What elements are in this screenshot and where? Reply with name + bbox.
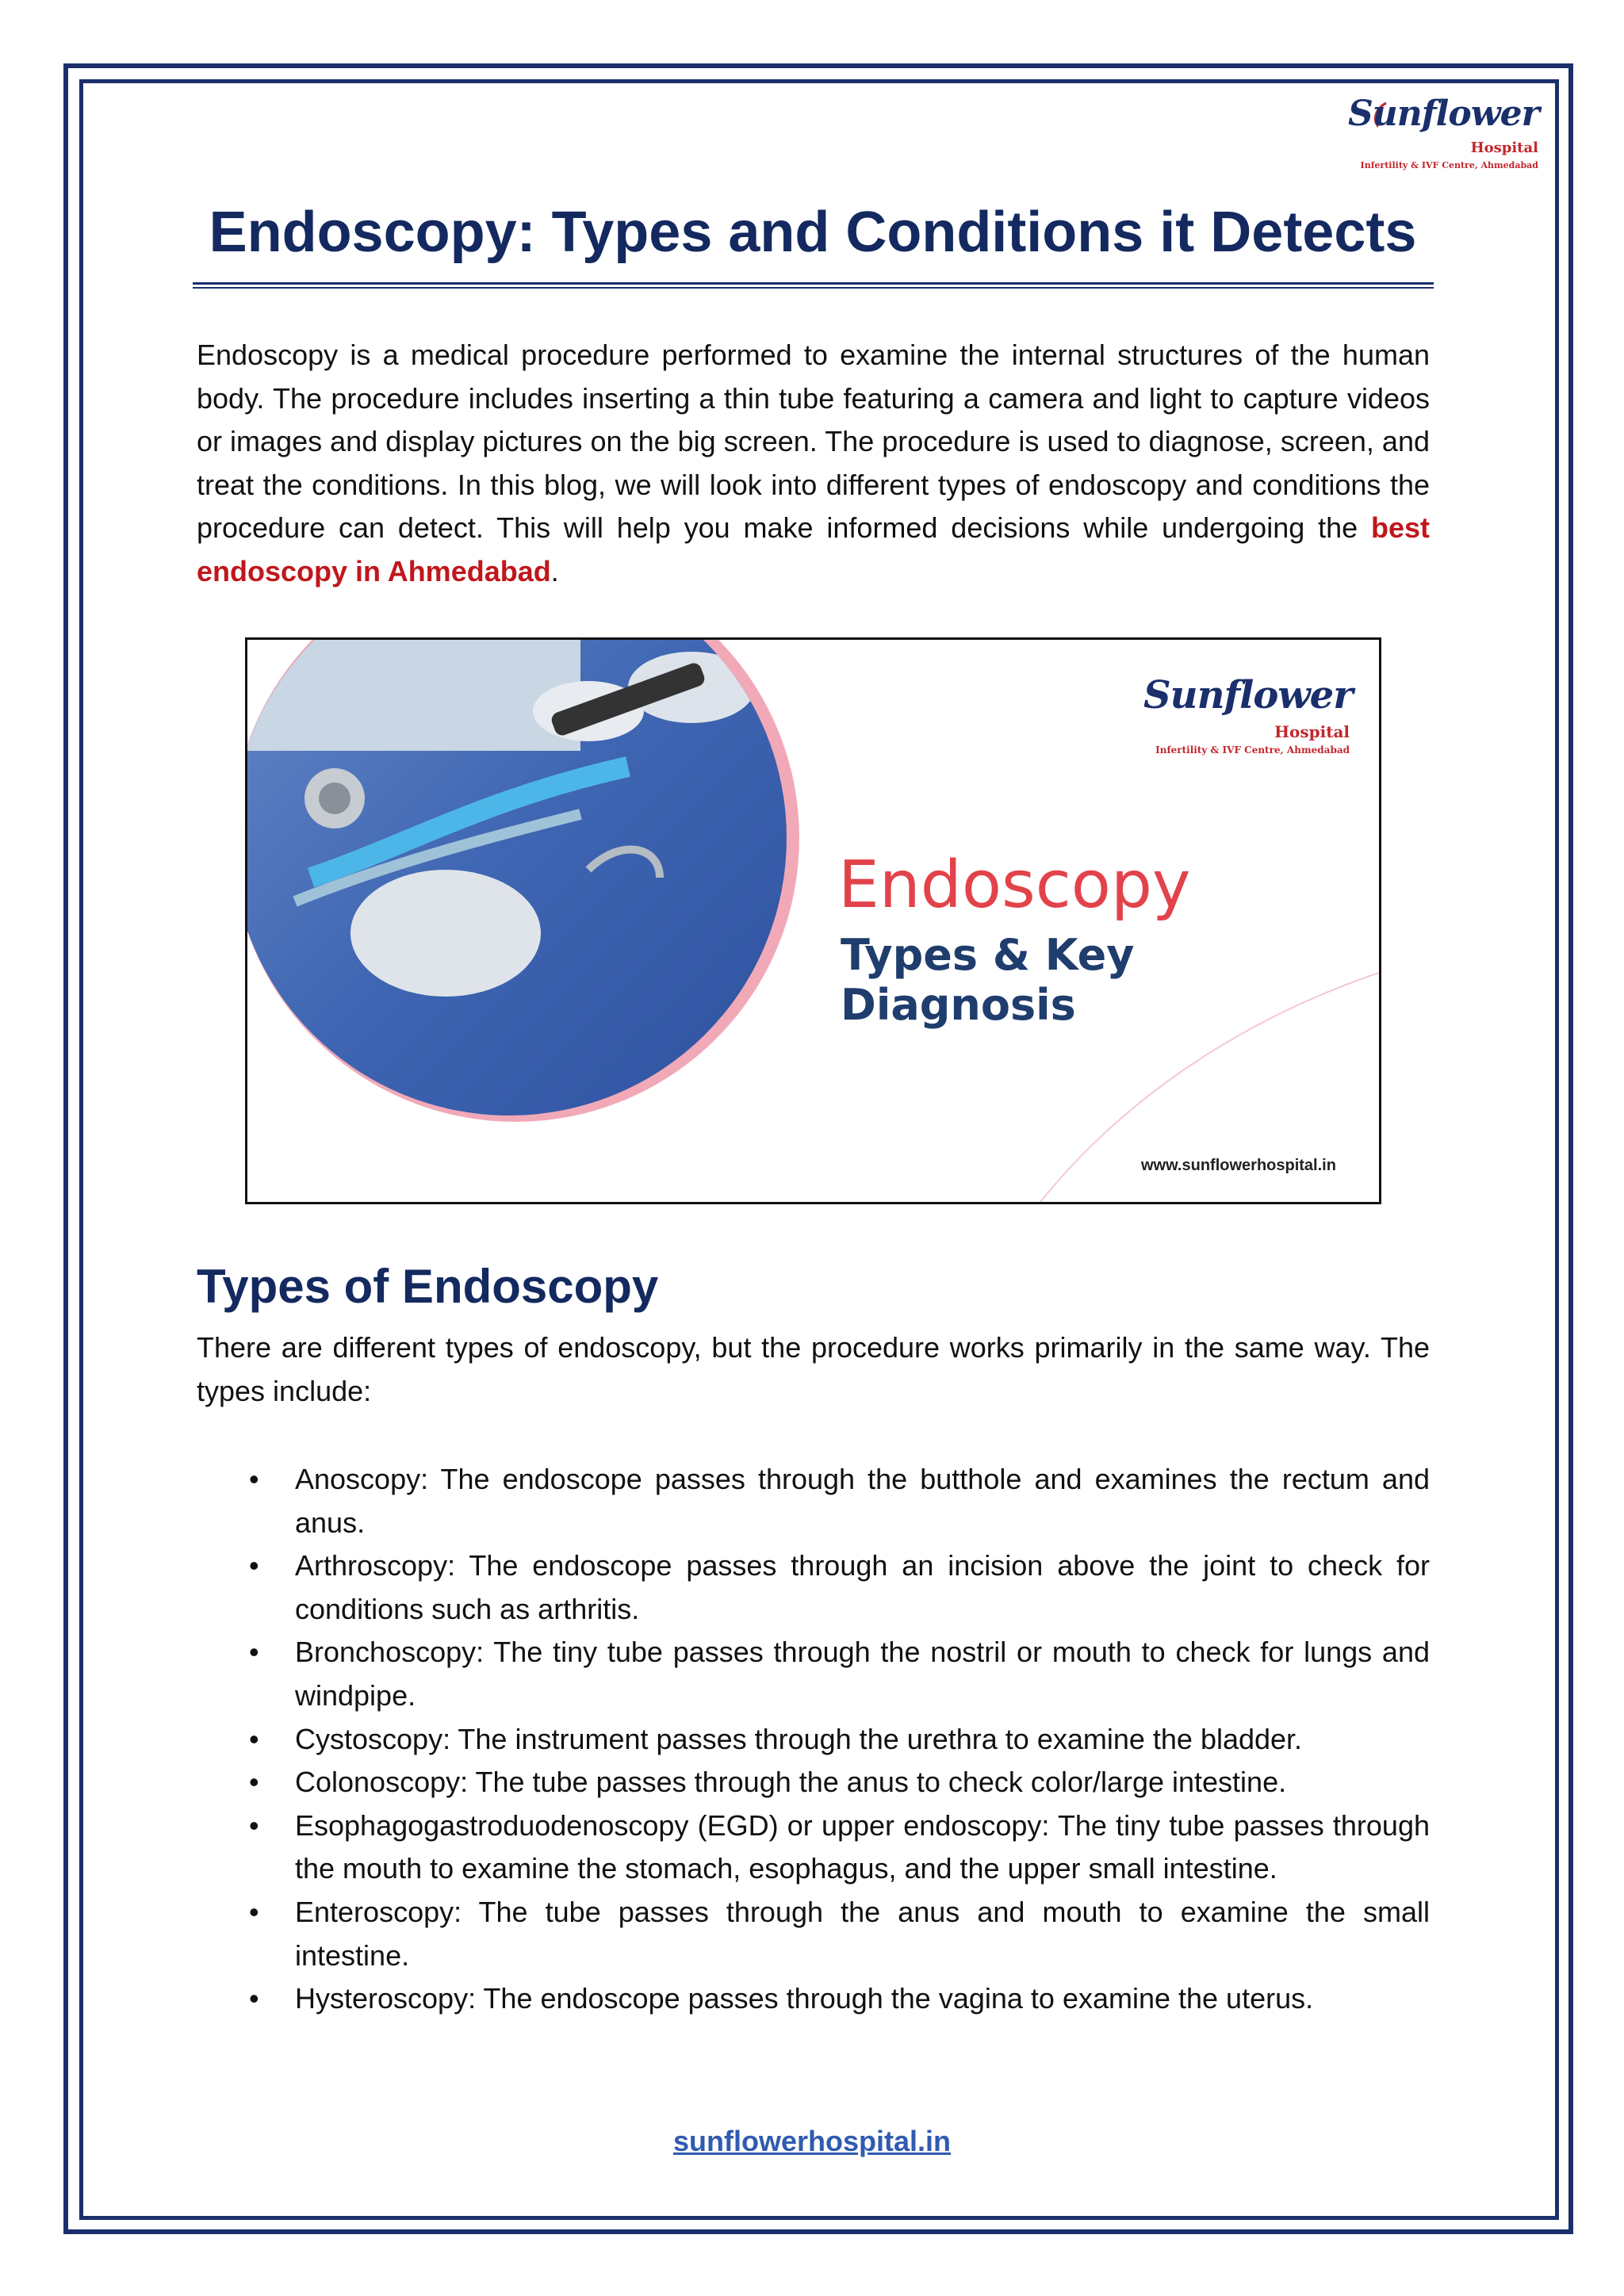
bullet-icon: • (249, 1895, 259, 1928)
bullet-icon: • (249, 1463, 259, 1495)
list-item-text: Cystoscopy: The instrument passes through the urethra to examine the bladder. (295, 1722, 1303, 1755)
list-item-text: Arthroscopy: The endoscope passes through an incision above the joint to check for conditions such as arthritis. (295, 1549, 1430, 1625)
banner-logo (1143, 673, 1353, 760)
list-item (197, 1804, 1430, 1891)
list-item-text: Colonoscopy: The tube passes through the anus to check color/large intestine. (295, 1766, 1287, 1799)
bullet-icon: • (249, 1766, 259, 1799)
page-title: Endoscopy: Types and Conditions it Detects (209, 201, 1417, 264)
best-endoscopy-link[interactable]: best endoscopy in Ahmedabad (197, 511, 1430, 587)
logo-brand-name: Sunflower (1348, 94, 1539, 134)
list-item (197, 1977, 1430, 2021)
types-heading: Types of Endoscopy (197, 1260, 659, 1313)
bullet-icon: • (249, 1722, 259, 1755)
list-item (197, 1761, 1430, 1804)
endoscopy-types-list (197, 1458, 1430, 2021)
list-item-text: Esophagogastroduodenoscopy (EGD) or upper endoscopy: The tiny tube passes through the mouth to examine the stomach, esophagus, and the upper small intestine. (295, 1808, 1430, 1885)
banner-logo-brand: Sunflower (1143, 673, 1353, 718)
endoscopy-banner-image (245, 637, 1381, 1204)
list-item-text: Bronchoscopy: The tiny tube passes through the nostril or mouth to check for lungs and windpipe. (295, 1636, 1430, 1712)
banner-subheadline: Types & Key Diagnosis (841, 930, 1135, 1030)
bullet-icon: • (249, 1636, 259, 1669)
footer-website-link[interactable]: sunflowerhospital.in (672, 2125, 951, 2157)
types-intro: There are different types of endoscopy, but the procedure works primarily in the same way. The types include: (197, 1331, 1430, 1407)
title-underline (193, 282, 1434, 289)
banner-logo-tagline: Infertility & IVF Centre, Ahmedabad (1155, 744, 1350, 756)
bullet-icon: • (249, 1549, 259, 1582)
list-item (197, 1631, 1430, 1717)
bullet-icon: • (249, 1808, 259, 1842)
logo-sub: Hospital (1470, 140, 1538, 156)
bullet-icon: • (249, 1982, 259, 2015)
logo-tagline: Infertility & IVF Centre, Ahmedabad (1360, 160, 1538, 170)
hospital-logo (1348, 94, 1538, 181)
intro-text: Endoscopy is a medical procedure performed to examine the internal structures of the human body. The procedure includes inserting a thin tube featuring a camera and light to capture videos or images and display pictures on the big screen. The procedure is used to diagnose, screen, and treat the conditions. In this blog, we will look into different types of endoscopy and conditions the procedure can detect. This will help you make informed decisions while undergoing the (197, 339, 1430, 545)
list-item-text: Hysteroscopy: The endoscope passes through the vagina to examine the uterus. (295, 1982, 1314, 2015)
banner-logo-sub: Hospital (1274, 722, 1350, 741)
list-item-text: Anoscopy: The endoscope passes through the butthole and examines the rectum and anus. (295, 1463, 1430, 1539)
list-item (197, 1458, 1430, 1544)
banner-headline: Endoscopy (838, 848, 1191, 923)
list-item (197, 1718, 1430, 1762)
list-item (197, 1544, 1430, 1631)
list-item-text: Enteroscopy: The tube passes through the anus and mouth to examine the small intestine. (295, 1895, 1430, 1972)
intro-paragraph (197, 334, 1430, 594)
list-item (197, 1891, 1430, 1977)
intro-end: . (550, 554, 559, 587)
banner-url: www.sunflowerhospital.in (1141, 1157, 1336, 1174)
